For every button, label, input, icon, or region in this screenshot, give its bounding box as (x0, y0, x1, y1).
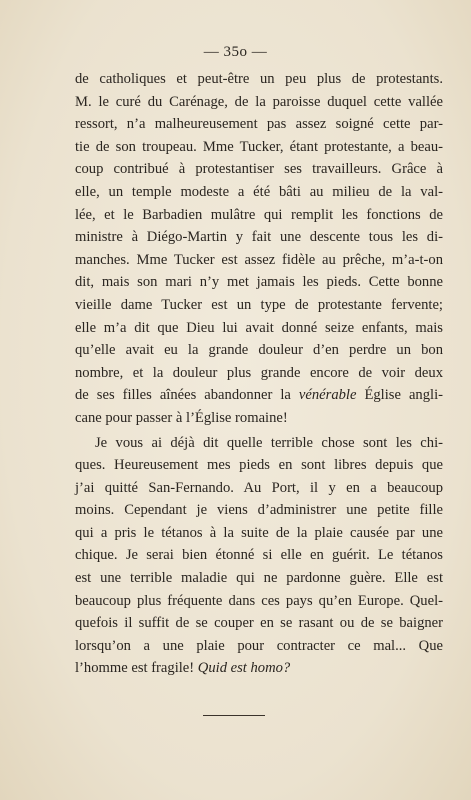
text-line: ques. Heureusement mes pieds en sont libres depuis que (75, 457, 443, 474)
body-text (75, 68, 443, 680)
text-run: de ses filles aînées abandonner la (75, 387, 299, 404)
italic-word: vénérable (298, 387, 357, 404)
text-line: elle m’a dit que Dieu lui avait donné seize enfants, mais (75, 319, 443, 336)
paragraph (75, 432, 443, 681)
section-divider (203, 715, 265, 716)
text-line: de catholiques et peut-être un peu plus de protestants. (75, 71, 443, 87)
text-line: quefois il suffit de se couper en se rasant ou de se baigner (75, 615, 443, 632)
text-line: lorsqu’on a une plaie pour contracter ce mal... Que (75, 637, 443, 654)
text-run: Église angli- (356, 387, 443, 404)
italic-phrase: Quid est homo? (197, 660, 291, 677)
text-line: manches. Mme Tucker est assez fidèle au prêche, m’a-t-on (75, 251, 443, 268)
text-line: tie de son troupeau. Mme Tucker, étant protestante, a beau- (75, 138, 443, 155)
text-line: j’ai quitté San-Fernando. Au Port, il y en a beaucoup (75, 479, 443, 496)
text-line: qu’elle avait eu la grande douleur d’en perdre un bon (75, 342, 443, 359)
text-line: vieille dame Tucker est un type de protestante fervente; (75, 296, 443, 313)
text-line: dit, mais son mari n’y met jamais les pieds. Cette bonne (75, 274, 443, 291)
text-line (75, 384, 443, 407)
text-line (75, 657, 443, 680)
text-line: chique. Je serai bien étonné si elle en guérit. Le tétanos (75, 547, 443, 564)
text-run: l’homme est fragile! (75, 660, 198, 677)
text-line: M. le curé du Carénage, de la paroisse duquel cette vallée (75, 93, 443, 110)
text-line: nombre, et la douleur plus grande encore de voir deux (75, 364, 443, 381)
text-line: ressort, n’a malheureusement pas assez soigné cette par- (75, 116, 443, 133)
text-line: beaucoup plus fréquente dans ces pays qu’en Europe. Quel- (75, 592, 443, 609)
text-line: est une terrible maladie qui ne pardonne guère. Elle est (75, 570, 443, 587)
text-line: coup contribué à protestantiser ses travailleurs. Grâce à (75, 161, 443, 178)
text-line: ministre à Diégo-Martin y fait une descente tous les di- (75, 229, 443, 246)
text-line: moins. Cependant je viens d’administrer une petite fille (75, 502, 443, 519)
page-number: — 35o — (203, 44, 268, 60)
text-line: lée, et le Barbadien mulâtre qui remplit les fonctions de (75, 206, 443, 223)
text-line: Je vous ai déjà dit quelle terrible chose sont les chi- (95, 434, 443, 451)
text-line: elle, un temple modeste a été bâti au milieu de la val- (75, 183, 443, 200)
text-line: cane pour passer à l’Église romaine! (75, 409, 288, 426)
text-line: qui a pris le tétanos à la suite de la plaie causée par une (75, 524, 443, 541)
paragraph (75, 68, 443, 430)
